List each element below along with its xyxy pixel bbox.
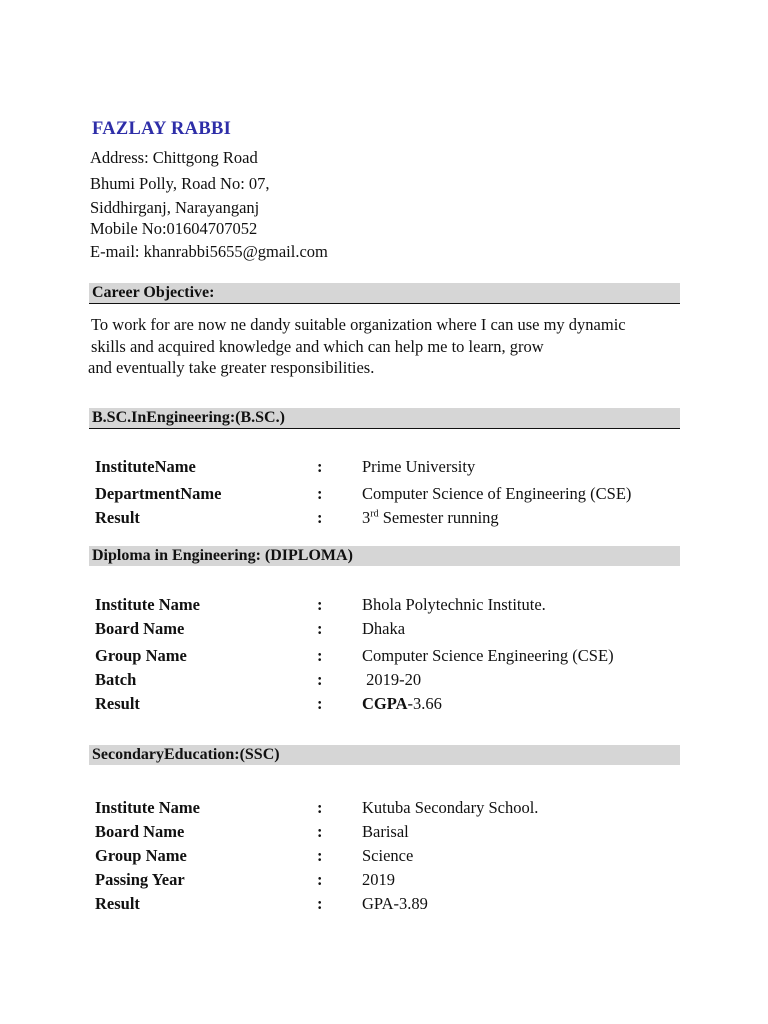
ssc-row-group xyxy=(95,846,695,868)
row-colon: : xyxy=(317,670,323,689)
row-label: DepartmentName xyxy=(95,484,222,503)
row-value xyxy=(362,694,442,714)
row-colon: : xyxy=(317,694,323,713)
row-label: Passing Year xyxy=(95,870,185,889)
row-colon: : xyxy=(317,870,323,889)
objective-line-1: To work for are now ne dandy suitable organization where I can use my dynamic xyxy=(91,315,626,334)
row-colon: : xyxy=(317,798,323,817)
row-label: Institute Name xyxy=(95,798,200,817)
row-label: Result xyxy=(95,508,140,527)
section-title: Career Objective: xyxy=(92,284,215,301)
address-line-2: Bhumi Polly, Road No: 07, xyxy=(90,174,270,193)
value-text: Semester running xyxy=(378,508,499,527)
bsc-row-department xyxy=(95,484,695,506)
row-label: InstituteName xyxy=(95,457,196,476)
row-value: Bhola Polytechnic Institute. xyxy=(362,595,546,614)
row-colon: : xyxy=(317,619,323,638)
address-line-3: Siddhirganj, Narayanganj xyxy=(90,198,260,217)
bsc-row-institute xyxy=(95,457,695,479)
row-value: Science xyxy=(362,846,414,865)
row-label: Result xyxy=(95,694,140,713)
address-line-1: Address: Chittgong Road xyxy=(90,148,258,167)
bsc-section-header xyxy=(89,408,680,429)
diploma-row-board xyxy=(95,619,695,641)
row-colon: : xyxy=(317,894,323,913)
diploma-row-institute xyxy=(95,595,695,617)
objective-line-2: skills and acquired knowledge and which can help me to learn, grow xyxy=(91,337,544,356)
row-value xyxy=(362,508,499,528)
diploma-row-batch xyxy=(95,670,695,692)
section-title: B.SC.InEngineering:(B.SC.) xyxy=(92,409,285,426)
row-colon: : xyxy=(317,646,323,665)
row-colon: : xyxy=(317,822,323,841)
row-label: Group Name xyxy=(95,846,187,865)
row-value: 2019 xyxy=(362,870,395,889)
row-label: Batch xyxy=(95,670,137,689)
section-title: Diploma in Engineering: (DIPLOMA) xyxy=(92,547,353,564)
row-value: 2019-20 xyxy=(362,670,422,689)
row-value: Barisal xyxy=(362,822,409,841)
row-value: Prime University xyxy=(362,457,476,476)
ssc-section-header xyxy=(89,745,680,765)
career-objective-section-header xyxy=(89,283,680,304)
row-value: GPA-3.89 xyxy=(362,894,428,913)
row-colon: : xyxy=(317,484,323,503)
row-value: Computer Science of Engineering (CSE) xyxy=(362,484,632,503)
row-label: Board Name xyxy=(95,822,185,841)
row-value: Kutuba Secondary School. xyxy=(362,798,539,817)
value-ordinal: rd xyxy=(370,508,379,520)
bsc-row-result xyxy=(95,508,695,530)
candidate-name: FAZLAY RABBI xyxy=(92,119,232,139)
row-label: Board Name xyxy=(95,619,185,638)
ssc-row-board xyxy=(95,822,695,844)
ssc-row-institute xyxy=(95,798,695,820)
diploma-row-group xyxy=(95,646,695,668)
section-title: SecondaryEducation:(SSC) xyxy=(92,746,280,763)
email-address: E-mail: khanrabbi5655@gmail.com xyxy=(90,242,328,261)
diploma-section-header xyxy=(89,546,680,566)
mobile-number: Mobile No:01604707052 xyxy=(90,219,258,238)
row-colon: : xyxy=(317,595,323,614)
row-value: Computer Science Engineering (CSE) xyxy=(362,646,614,665)
ssc-row-result xyxy=(95,894,695,916)
row-label: Result xyxy=(95,894,140,913)
value-grade-type: CGPA xyxy=(362,694,408,713)
diploma-row-result xyxy=(95,694,695,716)
row-value: Dhaka xyxy=(362,619,406,638)
objective-line-3: and eventually take greater responsibilities. xyxy=(88,358,375,377)
row-colon: : xyxy=(317,457,323,476)
row-label: Group Name xyxy=(95,646,187,665)
value-number: 3 xyxy=(362,508,371,527)
ssc-row-passing-year xyxy=(95,870,695,892)
value-grade: -3.66 xyxy=(407,694,442,713)
row-colon: : xyxy=(317,508,323,527)
row-colon: : xyxy=(317,846,323,865)
row-label: Institute Name xyxy=(95,595,200,614)
